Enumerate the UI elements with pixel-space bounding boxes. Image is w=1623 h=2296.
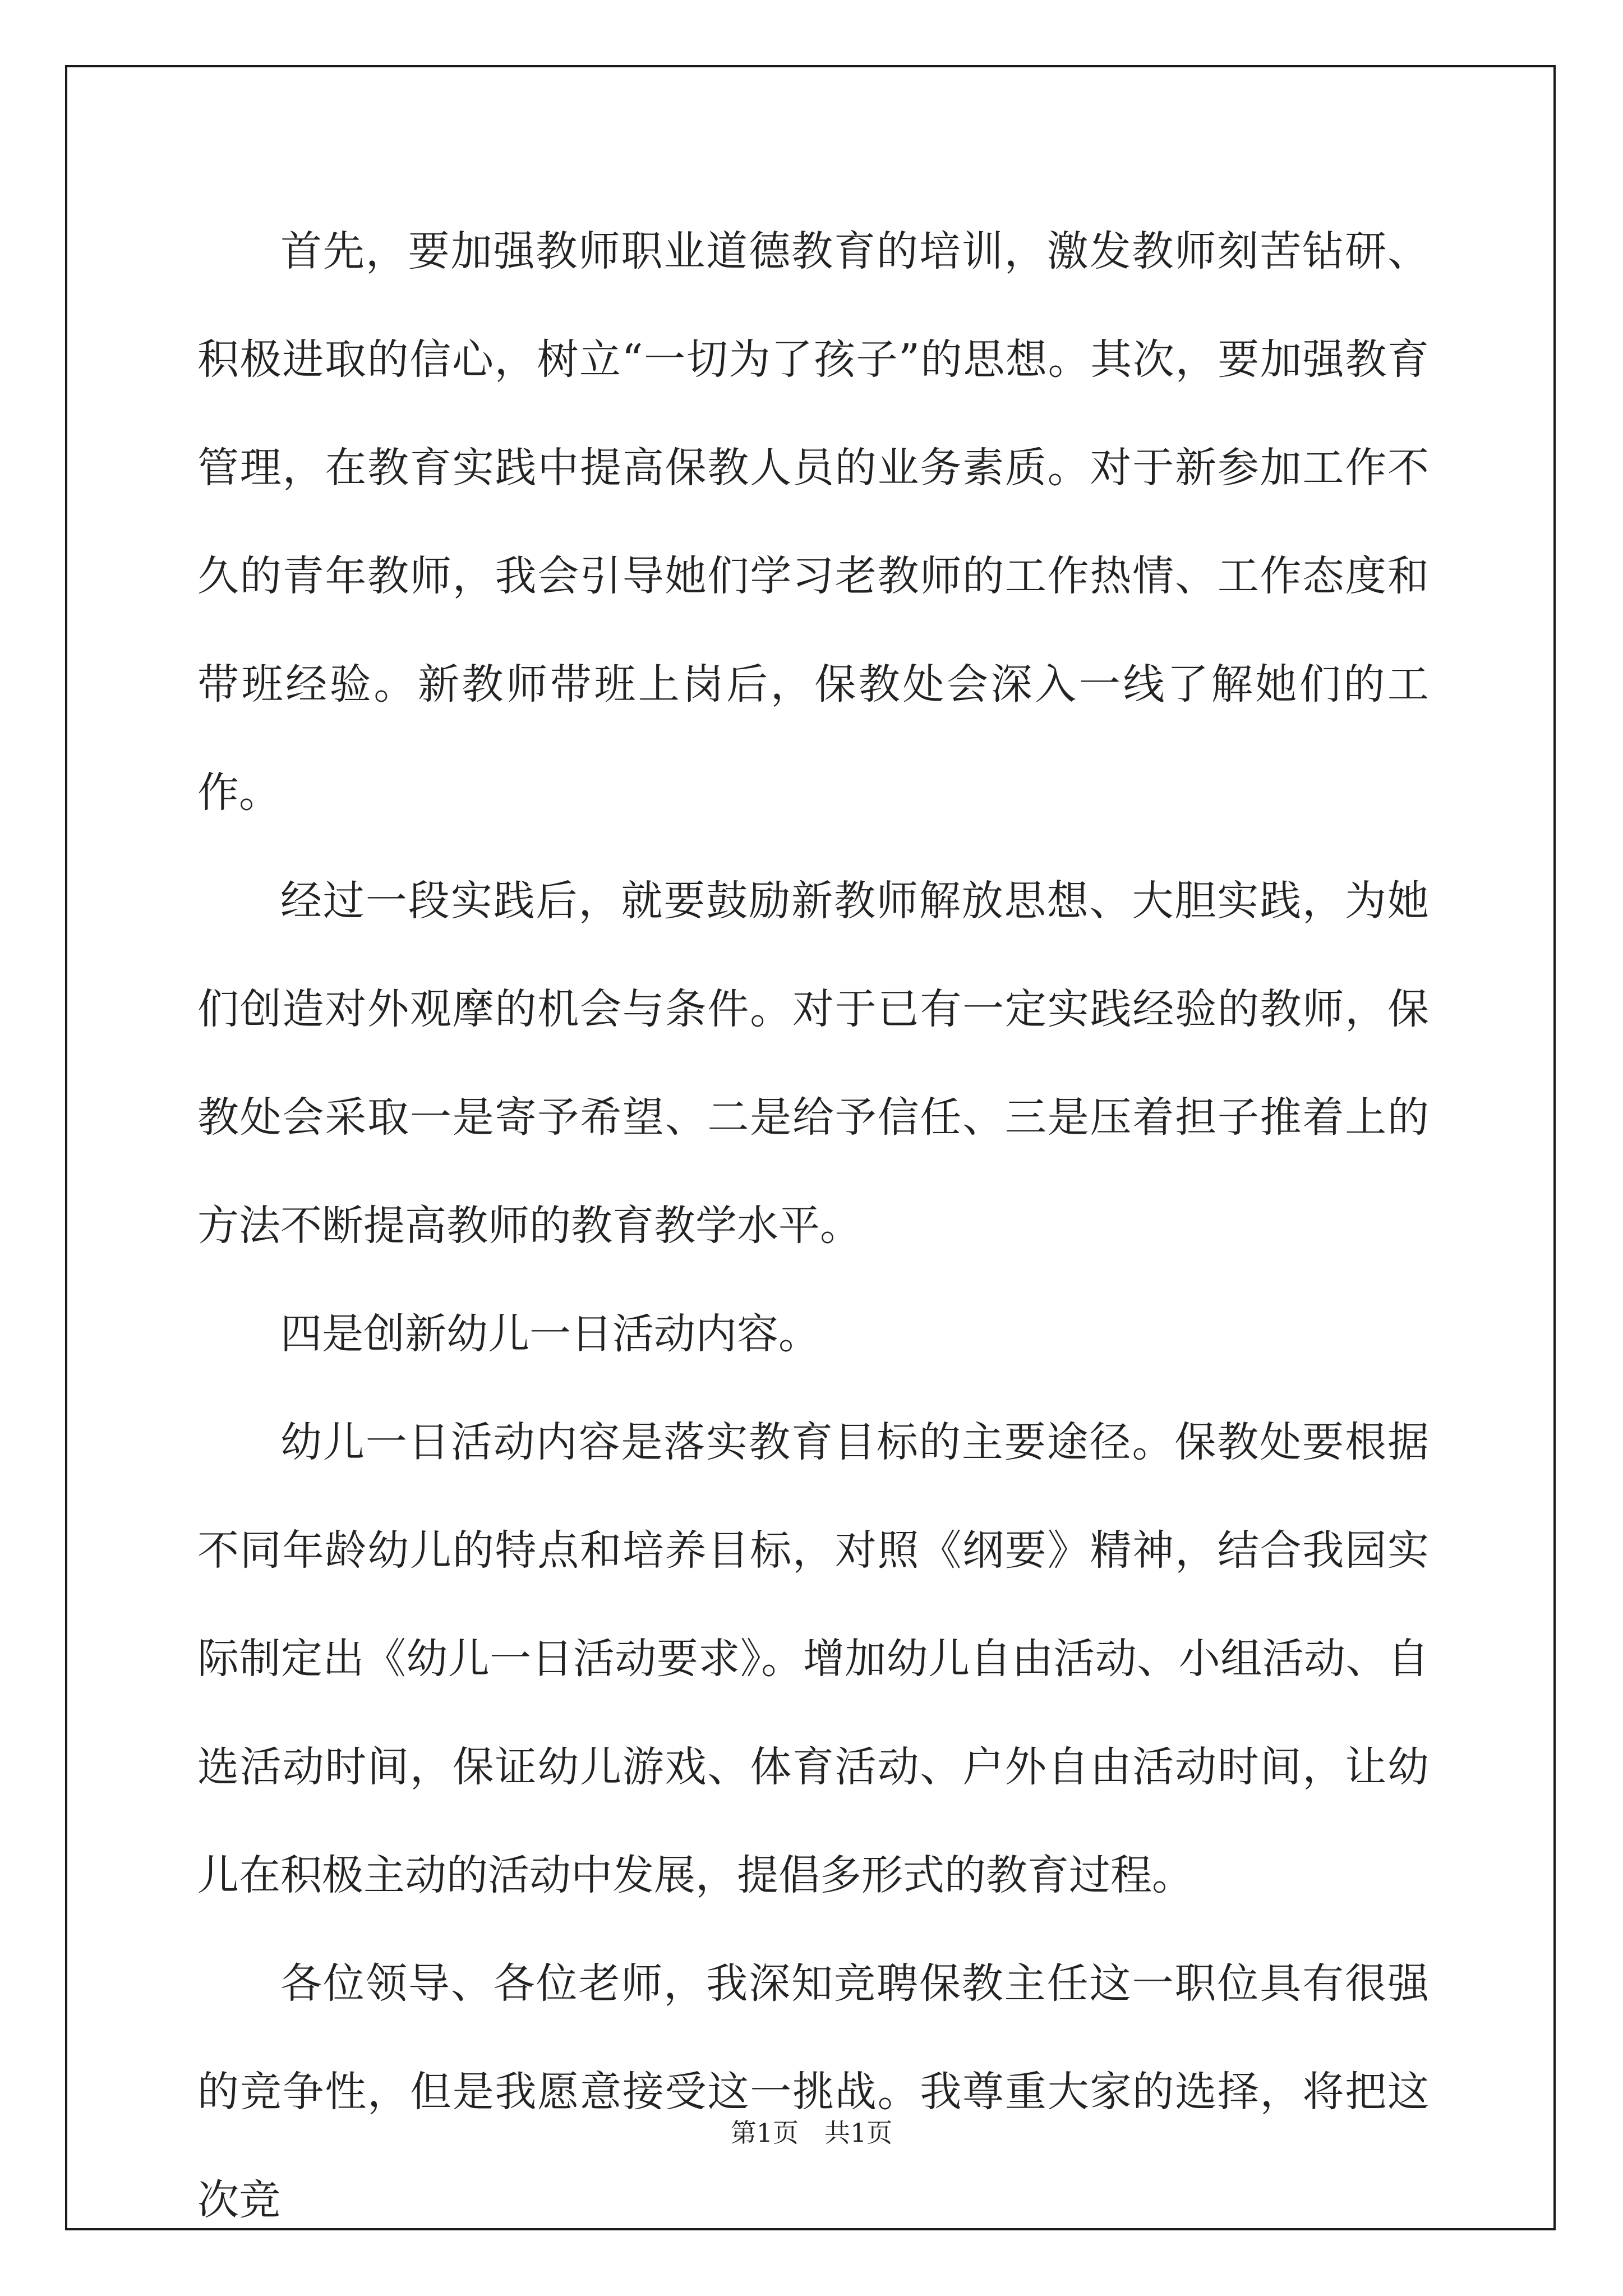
paragraph-5: 各位领导、各位老师，我深知竞聘保教主任这一职位具有很强的竞争性，但是我愿意接受这一挑战。我尊重大家的选择，将把这次竞 <box>197 1959 1429 2224</box>
document-body <box>197 197 1429 2254</box>
paragraph-1: 首先，要加强教师职业道德教育的培训，激发教师刻苦钻研、积极进取的信心，树立“一切为了孩子”的思想。其次，要加强教育管理，在教育实践中提高保教人员的业务素质。对于新参加工作不久的青年教师，我会引导她们学习老教师的工作热情、工作态度和带班经验。新教师带班上岗后，保教处会深入一线了解她们的工作。 <box>197 227 1429 817</box>
paragraph-4: 幼儿一日活动内容是落实教育目标的主要途径。保教处要根据不同年龄幼儿的特点和培养目标，对照《纲要》精神，结合我园实际制定出《幼儿一日活动要求》。增加幼儿自由活动、小组活动、自选活动时间，保证幼儿游戏、体育活动、户外自由活动时间，让幼儿在积极主动的活动中发展，提倡多形式的教育过程。 <box>197 1418 1429 1899</box>
paragraph-2: 经过一段实践后，就要鼓励新教师解放思想、大胆实践，为她们创造对外观摩的机会与条件。对于已有一定实践经验的教师，保教处会采取一是寄予希望、二是给予信任、三是压着担子推着上的方法不断提高教师的教育教学水平。 <box>197 877 1429 1250</box>
page-number-footer: 第1页 共1页 <box>730 2118 893 2148</box>
paragraph-3: 四是创新幼儿一日活动内容。 <box>280 1310 820 1358</box>
